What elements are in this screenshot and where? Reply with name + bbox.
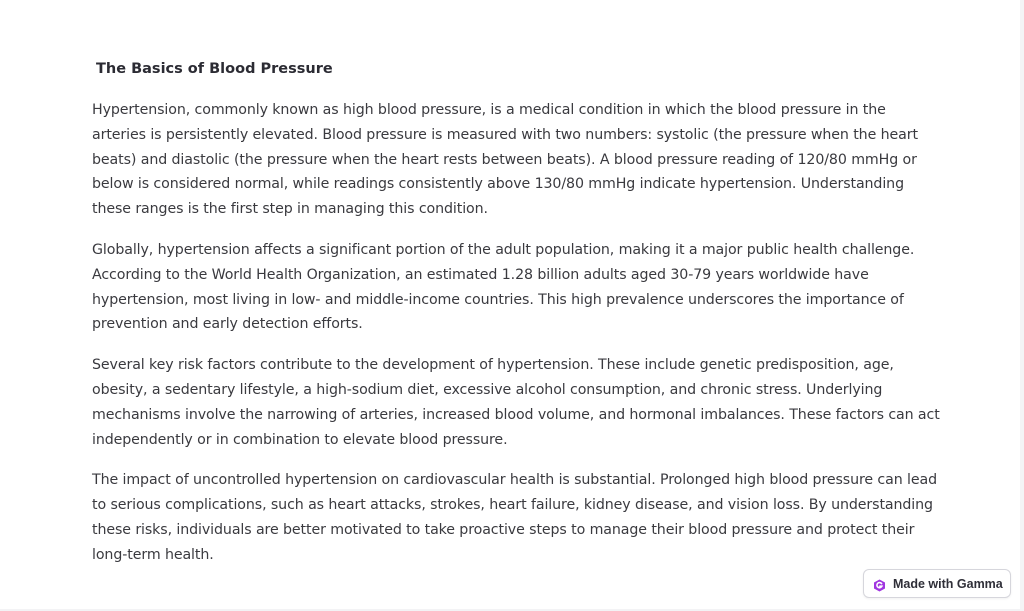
paragraph-definition: Hypertension, commonly known as high blood pressure, is a medical condition in which the blood pressure in the arteries is persistently elevated. Blood pressure is measured with two numbers: systolic (the pressure when the heart beats) and diastolic (the pressure when the heart rests between beats). A blood pressure reading of 120/80 mmHg or below is considered normal, while readings consistently above 130/80 mmHg indicate hypertension. Understanding these ranges is the first step in managing this condition.: [92, 102, 918, 218]
gamma-logo-icon: [873, 577, 886, 590]
content-card: [92, 58, 940, 584]
page-right-edge: [1020, 0, 1024, 611]
paragraph-prevalence: Globally, hypertension affects a significant portion of the adult population, making it a major public health challenge. According to the World Health Organization, an estimated 1.28 billion adults aged 30-79 years worldwide have hypertension, most living in low- and middle-income countries. This high prevalence underscores the importance of prevention and early detection efforts.: [92, 241, 915, 333]
paragraph-impact: The impact of uncontrolled hypertension on cardiovascular health is substantial. Prolonged high blood pressure can lead to serious complications, such as heart attacks, strokes, heart failure, kidney disease, and vision loss. By understanding these risks, individuals are better motivated to take proactive steps to manage their blood pressure and protect their long-term health.: [92, 472, 938, 563]
made-with-gamma-button[interactable]: [863, 569, 1011, 598]
paragraph-risk-factors: Several key risk factors contribute to the development of hypertension. These include genetic predisposition, age, obesity, a sedentary lifestyle, a high-sodium diet, excessive alcohol consumption, and chronic stress. Underlying mechanisms involve the narrowing of arteries, increased blood volume, and hormonal imbalances. These factors can act independently or in combination to elevate blood pressure.: [92, 357, 940, 448]
made-with-gamma-label: Made with Gamma: [893, 576, 1003, 591]
section-heading: The Basics of Blood Pressure: [96, 61, 333, 77]
